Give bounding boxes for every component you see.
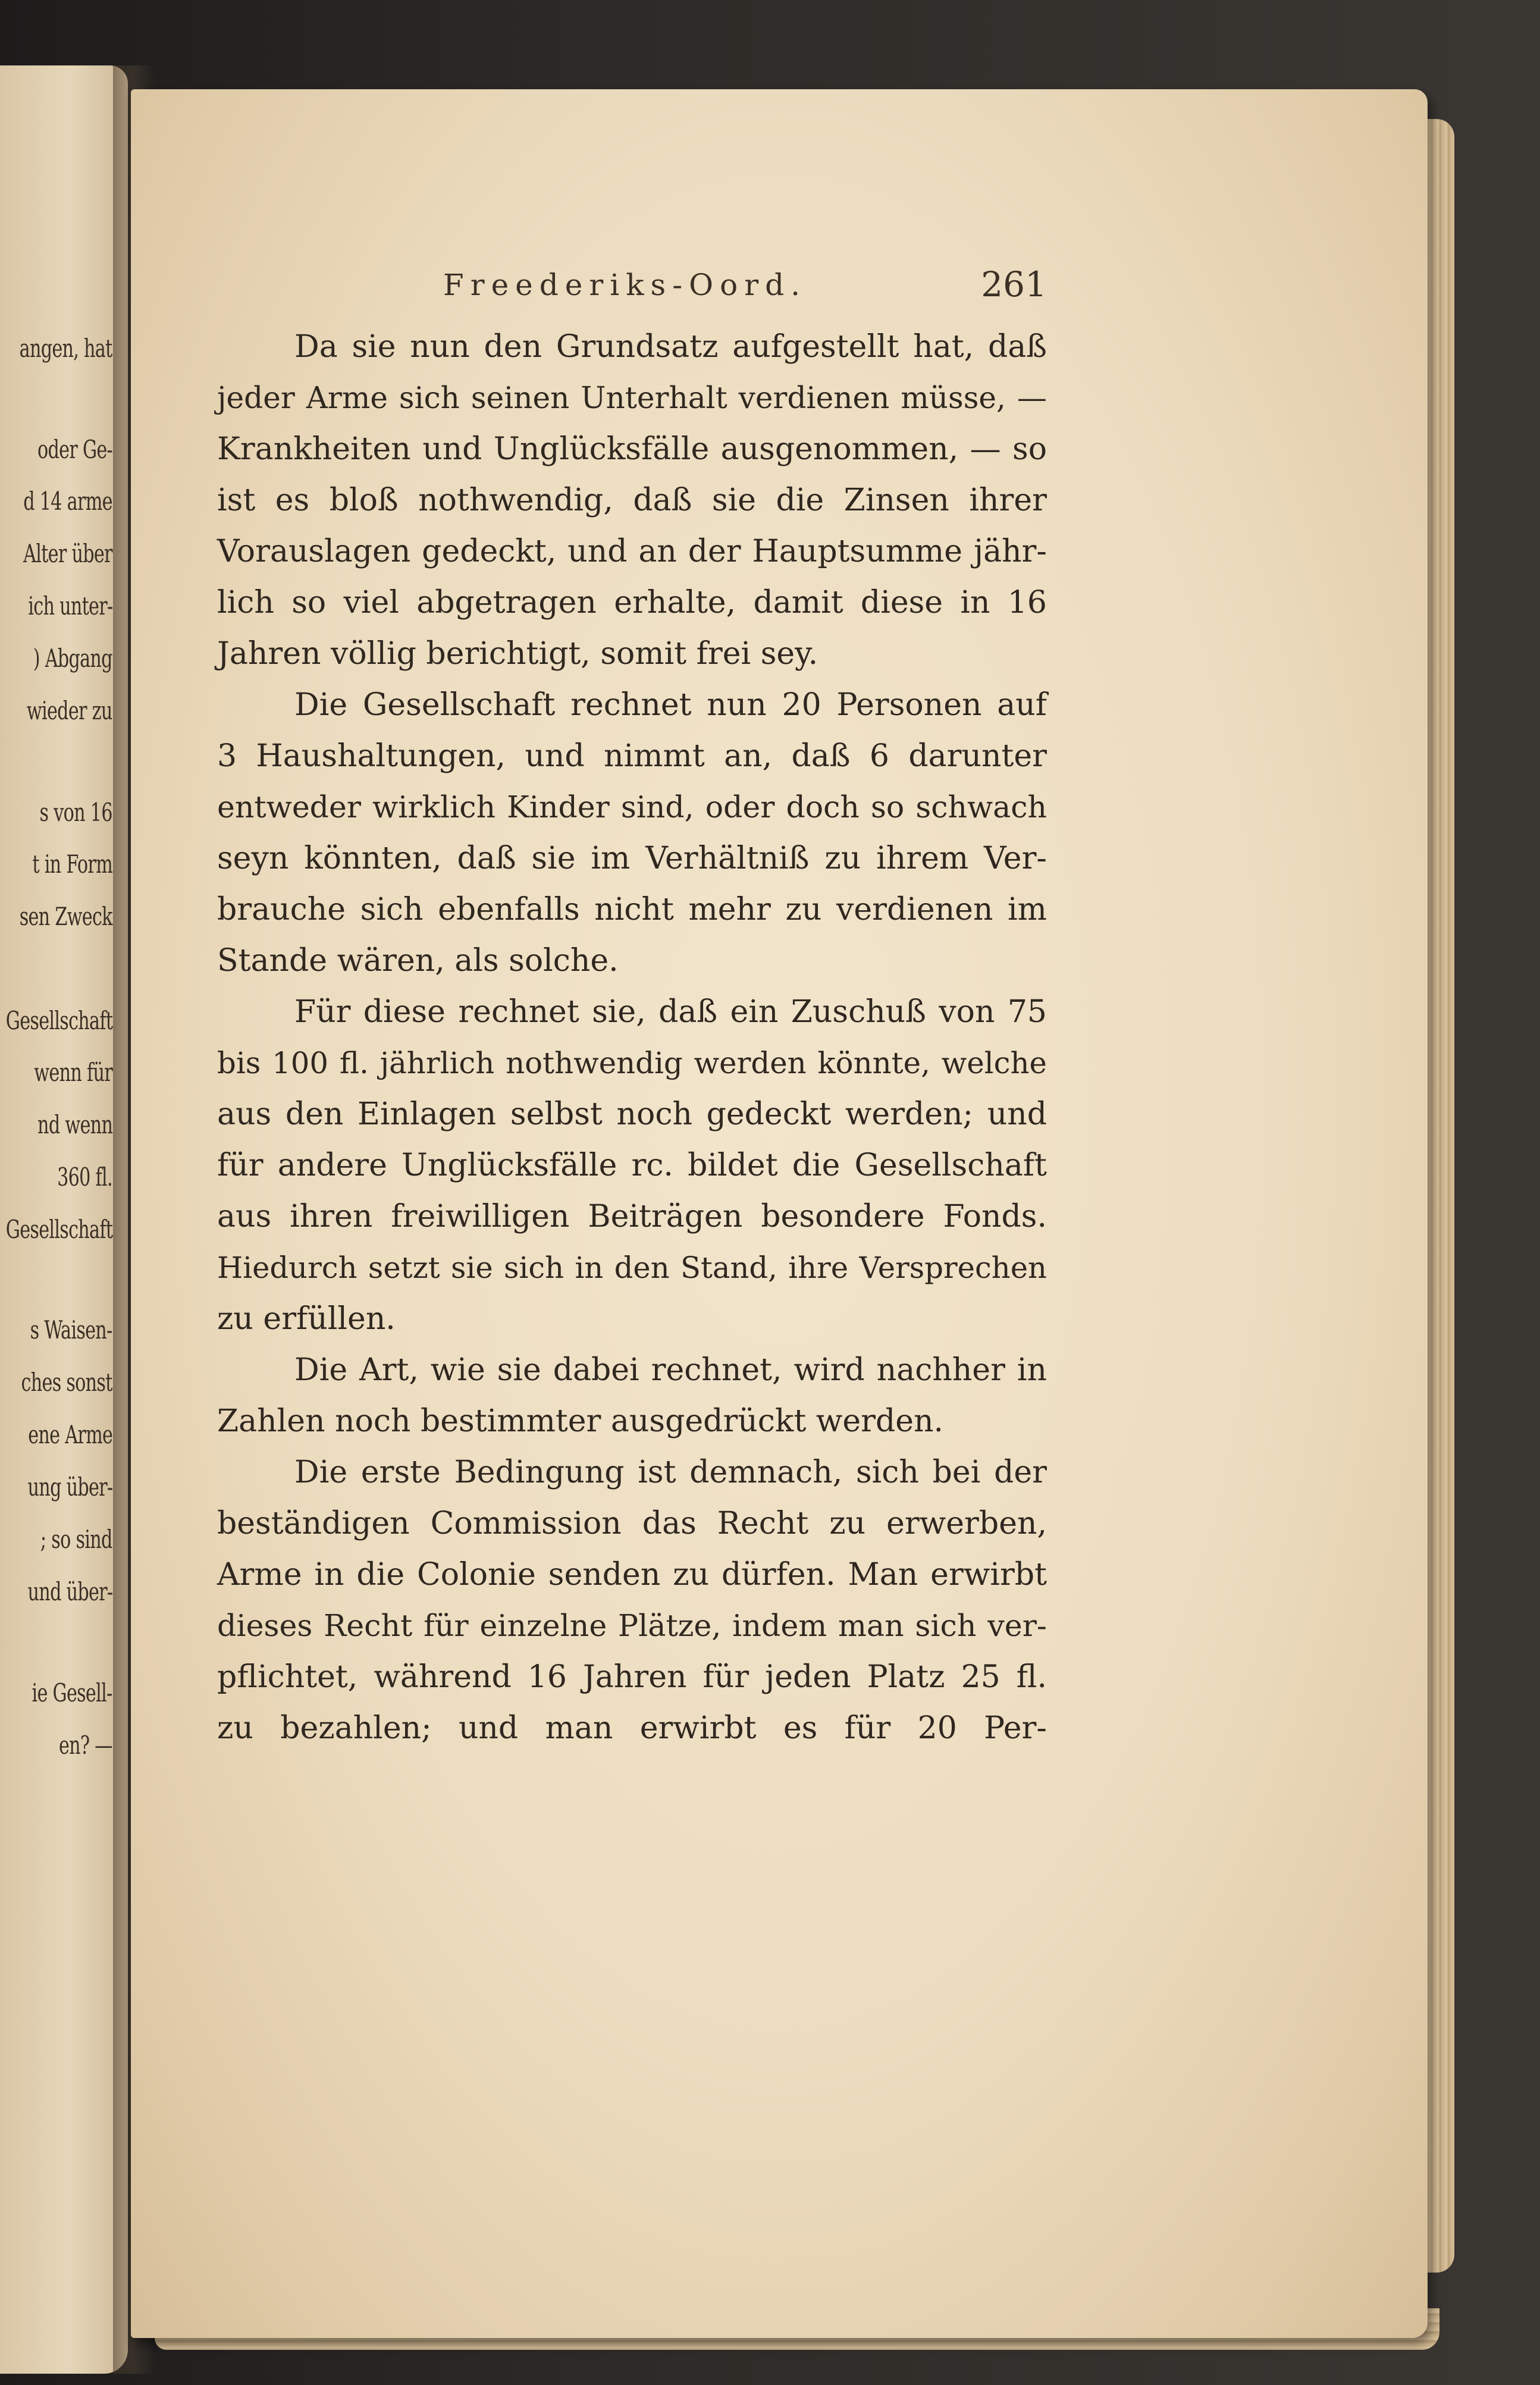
- paragraph: [217, 986, 1047, 1344]
- running-head: [217, 262, 1047, 315]
- paragraph: [217, 679, 1047, 986]
- left-page-fragment: ene Arme: [28, 1420, 112, 1449]
- left-page-fragment: ches sonst: [21, 1368, 112, 1397]
- text-line: zu bezahlen; und man erwirbt es für 20 Per-: [217, 1710, 1047, 1746]
- text-line: Stande wären, als solche.: [217, 943, 619, 979]
- text-line: zu erfüllen.: [217, 1301, 396, 1337]
- paragraph: [217, 1447, 1047, 1754]
- text-line: Die erste Bedingung ist demnach, sich bei der: [294, 1455, 1047, 1490]
- text-line: pflichtet, während 16 Jahren für jeden Platz 25 fl.: [217, 1659, 1047, 1695]
- text-line: jeder Arme sich seinen Unterhalt verdienen müsse, —: [217, 381, 1047, 415]
- left-page-fragment: sen Zweck: [19, 902, 112, 931]
- left-page-fragment: 360 fl.: [57, 1162, 112, 1192]
- text-line: Zahlen noch bestimmter ausgedrückt werden.: [217, 1403, 944, 1439]
- text-line: Für diese rechnet sie, daß ein Zuschuß von 75: [294, 994, 1047, 1030]
- left-page-fragment: ) Abgang: [33, 644, 112, 673]
- text-line: Da sie nun den Grundsatz aufgestellt hat, daß: [294, 329, 1047, 365]
- left-page-fragment: s von 16: [39, 798, 112, 827]
- left-page-fragment: wenn für: [34, 1058, 112, 1087]
- left-page-fragment: ung über-: [27, 1472, 112, 1502]
- left-page-fragment: s Waisen-: [30, 1315, 112, 1344]
- left-page-fragment: Alter über: [23, 539, 112, 568]
- page-body: [217, 321, 1047, 1754]
- left-page-fragment: Gesellschaft: [5, 1215, 112, 1244]
- text-line: seyn könnten, daß sie im Verhältniß zu ihrem Ver-: [217, 841, 1047, 876]
- left-page-fragment: t in Form: [32, 850, 112, 879]
- text-line: aus ihren freiwilligen Beiträgen besondere Fonds.: [217, 1199, 1047, 1234]
- left-page-fragment: ie Gesell-: [32, 1678, 112, 1707]
- left-facing-page: [0, 65, 128, 2374]
- text-line: Arme in die Colonie senden zu dürfen. Man erwirbt: [217, 1557, 1047, 1593]
- text-line: Vorauslagen gedeckt, und an der Hauptsumme jähr-: [217, 534, 1047, 569]
- text-line: dieses Recht für einzelne Plätze, indem man sich ver-: [217, 1608, 1047, 1643]
- left-page-fragment: d 14 arme: [23, 487, 112, 516]
- text-line: Hiedurch setzt sie sich in den Stand, ihre Versprechen: [217, 1251, 1047, 1285]
- text-line: bis 100 fl. jährlich nothwendig werden könnte, welche: [217, 1046, 1047, 1080]
- paragraph: [217, 321, 1047, 679]
- text-line: 3 Haushaltungen, und nimmt an, daß 6 darunter: [217, 738, 1047, 774]
- text-line: Jahren völlig berichtigt, somit frei sey.: [217, 636, 818, 672]
- text-line: Krankheiten und Unglücksfälle ausgenommen, — so: [217, 431, 1047, 467]
- left-page-fragment: ; so sind: [40, 1525, 112, 1554]
- left-page-fragment: ich unter-: [27, 591, 112, 620]
- text-line: Die Gesellschaft rechnet nun 20 Personen auf: [294, 687, 1047, 723]
- left-page-fragment: angen, hat: [20, 334, 112, 363]
- text-line: aus den Einlagen selbst noch gedeckt werden; und: [217, 1096, 1047, 1132]
- text-line: brauche sich ebenfalls nicht mehr zu verdienen im: [217, 892, 1047, 927]
- left-page-fragment: wieder zu: [27, 696, 112, 725]
- left-page-fragment: nd wenn: [37, 1110, 112, 1139]
- text-line: ist es bloß nothwendig, daß sie die Zinsen ihrer: [217, 482, 1047, 518]
- text-line: Die Art, wie sie dabei rechnet, wird nachher in: [294, 1352, 1047, 1388]
- running-head-title: Freederiks-Oord.: [443, 268, 807, 302]
- left-page-fragment: und über-: [27, 1577, 112, 1606]
- text-line: entweder wirklich Kinder sind, oder doch so schwach: [217, 789, 1047, 825]
- text-line: lich so viel abgetragen erhalte, damit diese in 16: [217, 585, 1047, 620]
- paragraph: [217, 1344, 1047, 1447]
- text-line: beständigen Commission das Recht zu erwerben,: [217, 1506, 1047, 1541]
- text-line: für andere Unglücksfälle rc. bildet die Gesellschaft: [217, 1148, 1047, 1183]
- left-page-fragment: en? —: [59, 1731, 112, 1760]
- left-page-fragment: oder Ge-: [37, 435, 112, 464]
- page-number: 261: [981, 264, 1047, 305]
- left-page-fragment: Gesellschaft: [5, 1006, 112, 1035]
